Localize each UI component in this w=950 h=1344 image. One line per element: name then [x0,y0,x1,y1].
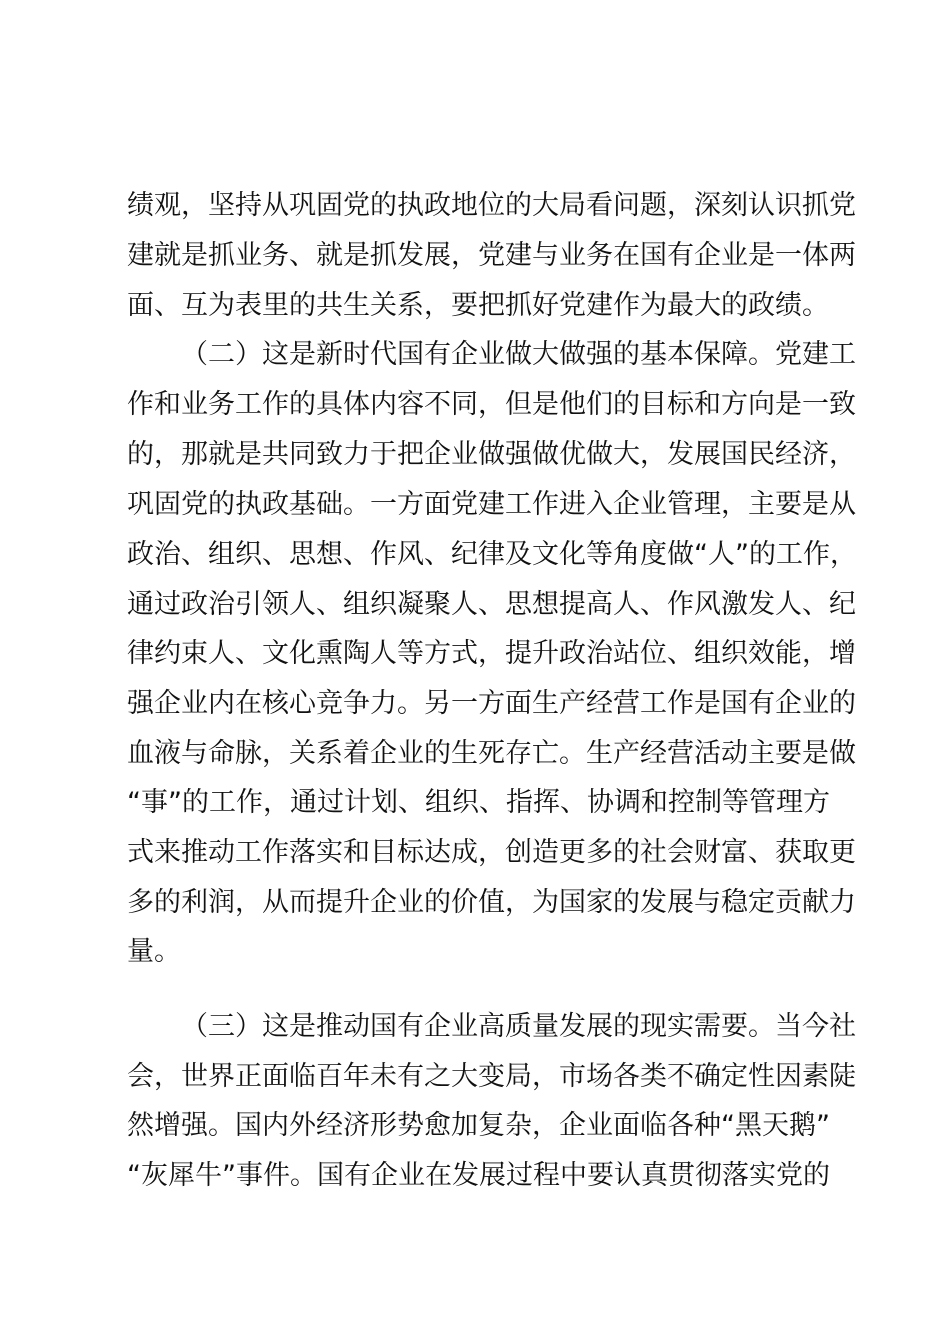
text-line: 巩固党的执政基础。一方面党建工作进入企业管理，主要是从 [127,489,856,520]
paragraph-heading-line: （三）这是推动国有企业高质量发展的现实需要。当今社 [181,1011,856,1042]
text-line: 量。 [127,936,181,967]
text-line: “灰犀牛”事件。国有企业在发展过程中要认真贯彻落实党的 [127,1160,830,1191]
text-line: 强企业内在核心竞争力。另一方面生产经营工作是国有企业的 [127,688,856,719]
text-line: 面、互为表里的共生关系，要把抓好党建作为最大的政绩。 [127,290,829,321]
text-line: 然增强。国内外经济形势愈加复杂，企业面临各种“黑天鹅” [127,1110,830,1141]
text-line: 绩观，坚持从巩固党的执政地位的大局看问题，深刻认识抓党 [127,190,856,221]
paragraph-heading-line: （二）这是新时代国有企业做大做强的基本保障。党建工 [181,339,856,370]
text-line: 的，那就是共同致力于把企业做强做优做大，发展国民经济， [127,439,856,470]
text-line: 多的利润，从而提升企业的价值，为国家的发展与稳定贡献力 [127,887,856,918]
text-line: 血液与命脉，关系着企业的生死存亡。生产经营活动主要是做 [127,738,856,769]
text-line: 通过政治引领人、组织凝聚人、思想提高人、作风激发人、纪 [127,589,856,620]
text-line: 律约束人、文化熏陶人等方式，提升政治站位、组织效能，增 [127,638,856,669]
text-line: “事”的工作，通过计划、组织、指挥、协调和控制等管理方 [127,787,830,818]
text-line: 作和业务工作的具体内容不同，但是他们的目标和方向是一致 [127,389,856,420]
text-line: 建就是抓业务、就是抓发展，党建与业务在国有企业是一体两 [127,240,856,271]
text-line: 政治、组织、思想、作风、纪律及文化等角度做“人”的工作， [127,539,857,570]
text-line: 会，世界正面临百年未有之大变局，市场各类不确定性因素陡 [127,1061,856,1092]
text-line: 式来推动工作落实和目标达成，创造更多的社会财富、获取更 [127,837,856,868]
